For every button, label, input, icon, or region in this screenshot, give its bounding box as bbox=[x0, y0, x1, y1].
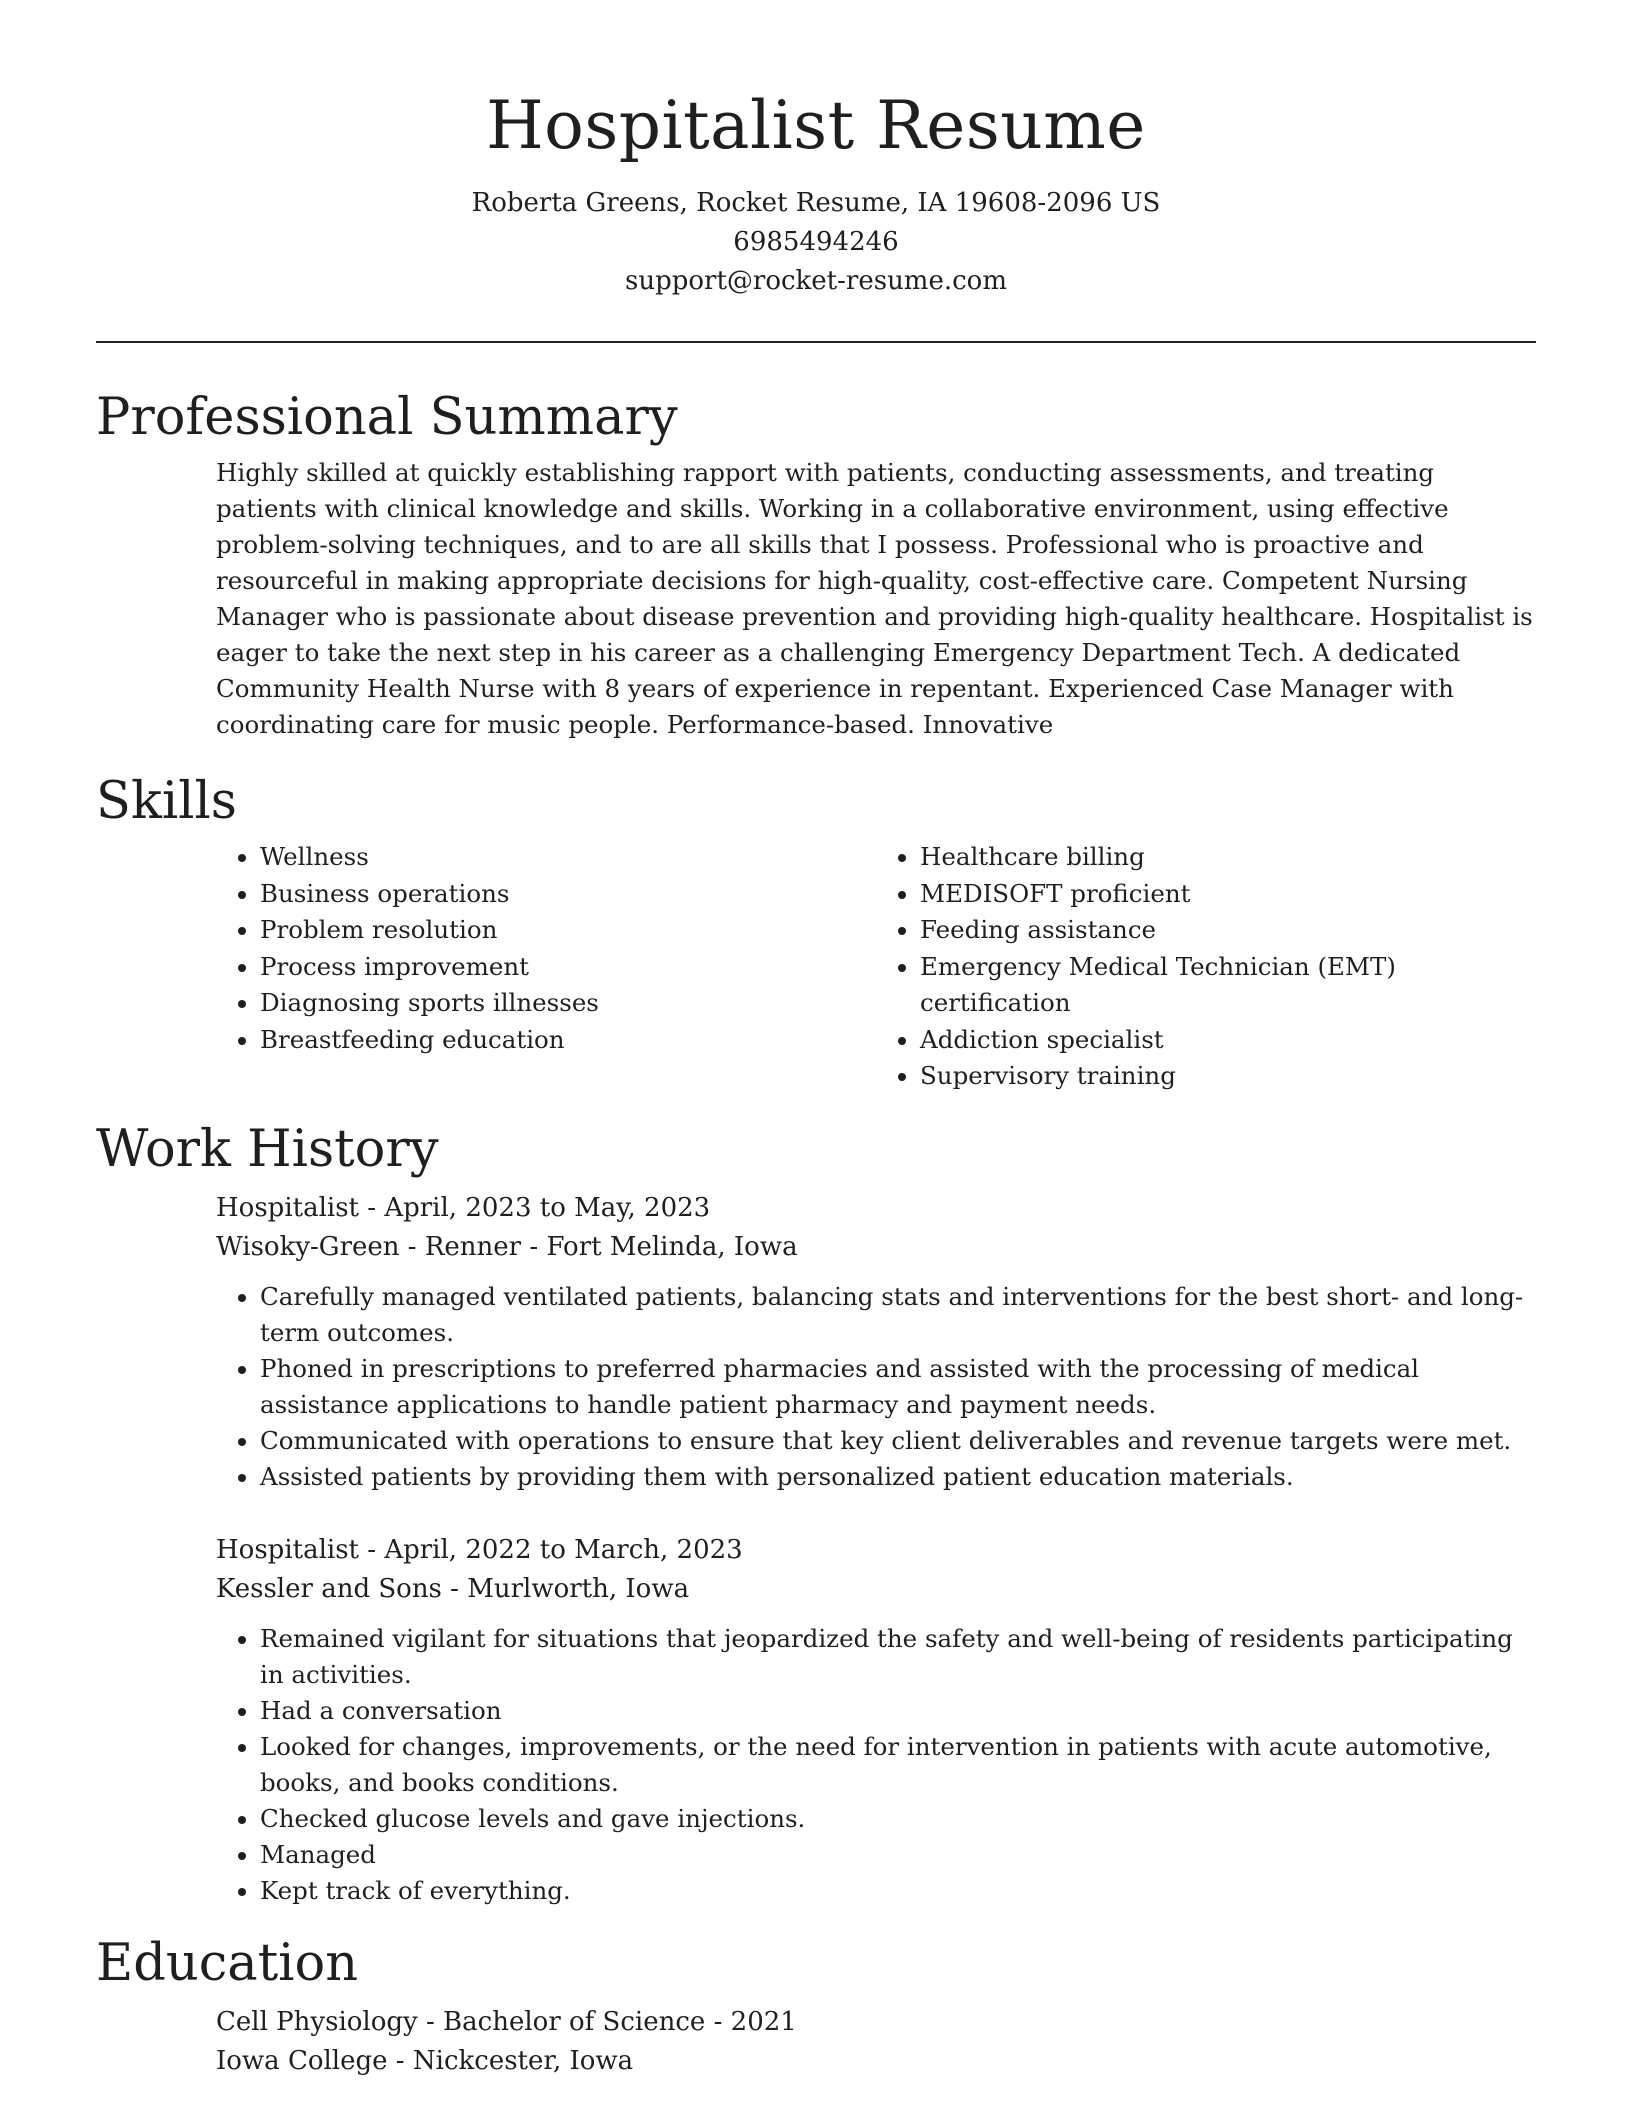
skill-item: • Wellness bbox=[260, 839, 876, 876]
contact-email: support@rocket-resume.com bbox=[624, 266, 1007, 296]
job-duty: • Phoned in prescriptions to preferred pharmacies and assisted with the processing of medical assistance applications to handle patient pharmacy and payment needs. bbox=[260, 1351, 1536, 1423]
job-duty: • Communicated with operations to ensure that key client deliverables and revenue targets were met. bbox=[260, 1423, 1536, 1459]
education-degree: Bachelor of Science bbox=[443, 2006, 706, 2037]
job-entry bbox=[216, 1189, 1536, 1495]
job-location: Fort Melinda, Iowa bbox=[546, 1231, 798, 1262]
contact-info bbox=[96, 184, 1536, 301]
job-title: Hospitalist bbox=[216, 1192, 359, 1223]
job-company-line: Wisoky-Green - Renner - Fort Melinda, Iowa bbox=[216, 1231, 798, 1262]
skill-item: • Feeding assistance bbox=[920, 912, 1536, 949]
summary-heading: Professional Summary bbox=[96, 388, 678, 447]
resume-header bbox=[96, 0, 1536, 301]
job-company-line: Kessler and Sons - Murlworth, Iowa bbox=[216, 1573, 690, 1604]
work-history-heading: Work History bbox=[96, 1119, 439, 1179]
job-company: Wisoky-Green - Renner bbox=[216, 1231, 522, 1262]
job-company: Kessler and Sons bbox=[216, 1573, 442, 1604]
job-duties-list bbox=[216, 1279, 1536, 1495]
skill-item: • Supervisory training bbox=[920, 1058, 1536, 1095]
job-duty: • Checked glucose levels and gave injections. bbox=[260, 1801, 1536, 1837]
resume-title: Hospitalist Resume bbox=[486, 87, 1146, 164]
skill-item: • Healthcare billing bbox=[920, 839, 1536, 876]
contact-address: Roberta Greens, Rocket Resume, IA 19608-2096 US bbox=[471, 188, 1161, 218]
job-location: Murlworth, Iowa bbox=[467, 1573, 690, 1604]
school-line: Iowa College - Nickcester, Iowa bbox=[216, 2045, 634, 2076]
job-duty: • Assisted patients by providing them with personalized patient education materials. bbox=[260, 1459, 1536, 1495]
skill-item: • Process improvement bbox=[260, 949, 876, 986]
job-dates: April, 2023 to May, 2023 bbox=[384, 1192, 711, 1223]
job-entry bbox=[216, 1531, 1536, 1909]
education-year: 2021 bbox=[730, 2006, 797, 2037]
job-duty: • Kept track of everything. bbox=[260, 1873, 1536, 1909]
skill-item: • Problem resolution bbox=[260, 912, 876, 949]
skill-item: • Business operations bbox=[260, 876, 876, 913]
education-location: Nickcester, Iowa bbox=[412, 2045, 634, 2076]
education-major: Cell Physiology bbox=[216, 2006, 418, 2037]
skills-heading: Skills bbox=[96, 772, 237, 831]
skill-item: • Addiction specialist bbox=[920, 1022, 1536, 1059]
skills-list-right bbox=[876, 839, 1536, 1095]
skill-item: • MEDISOFT proficient bbox=[920, 876, 1536, 913]
skill-item: • Emergency Medical Technician (EMT) certification bbox=[920, 949, 1536, 1022]
job-duty: • Managed bbox=[260, 1837, 1536, 1873]
skill-item: • Breastfeeding education bbox=[260, 1022, 876, 1059]
degree-line: Cell Physiology - Bachelor of Science - 2021 bbox=[216, 2006, 797, 2037]
education-section bbox=[96, 1931, 1536, 2081]
resume-page bbox=[96, 0, 1536, 2081]
job-title-line: Hospitalist - April, 2022 to March, 2023 bbox=[216, 1534, 743, 1565]
job-duty: • Remained vigilant for situations that jeopardized the safety and well-being of residents participating in activities. bbox=[260, 1621, 1536, 1693]
education-heading: Education bbox=[96, 1933, 359, 1993]
education-school: Iowa College bbox=[216, 2045, 388, 2076]
job-dates: April, 2022 to March, 2023 bbox=[384, 1534, 743, 1565]
skill-item: • Diagnosing sports illnesses bbox=[260, 985, 876, 1022]
job-title-line: Hospitalist - April, 2023 to May, 2023 bbox=[216, 1192, 711, 1223]
header-divider bbox=[96, 341, 1536, 343]
job-title: Hospitalist bbox=[216, 1534, 359, 1565]
summary-text: Highly skilled at quickly establishing rapport with patients, conducting assessments, and treating patients with clinical knowledge and skills. Working in a collaborative environment, using effective problem-solving techniques, and to are all skills that I possess. Professional who is proactive and resourceful in making appropriate decisions for high-quality, cost-effective care. Competent Nursing Manager who is passionate about disease prevention and providing high-quality healthcare. Hospitalist is eager to take the next step in his career as a challenging Emergency Department Tech. A dedicated Community Health Nurse with 8 years of experience in repentant. Experienced Case Manager with coordinating care for music people. Performance-based. Innovative bbox=[216, 458, 1533, 739]
contact-phone: 6985494246 bbox=[733, 227, 899, 257]
education-entry bbox=[216, 2003, 1536, 2081]
work-history-section bbox=[96, 1117, 1536, 1909]
job-duties-list bbox=[216, 1621, 1536, 1909]
job-duty: • Had a conversation bbox=[260, 1693, 1536, 1729]
job-duty: • Looked for changes, improvements, or the need for intervention in patients with acute automotive, books, and books conditions. bbox=[260, 1729, 1536, 1801]
professional-summary-section bbox=[96, 385, 1536, 743]
skills-columns bbox=[216, 839, 1536, 1095]
job-duty: • Carefully managed ventilated patients, balancing stats and interventions for the best short- and long-term outcomes. bbox=[260, 1279, 1536, 1351]
skills-section bbox=[96, 769, 1536, 1095]
skills-list-left bbox=[216, 839, 876, 1095]
